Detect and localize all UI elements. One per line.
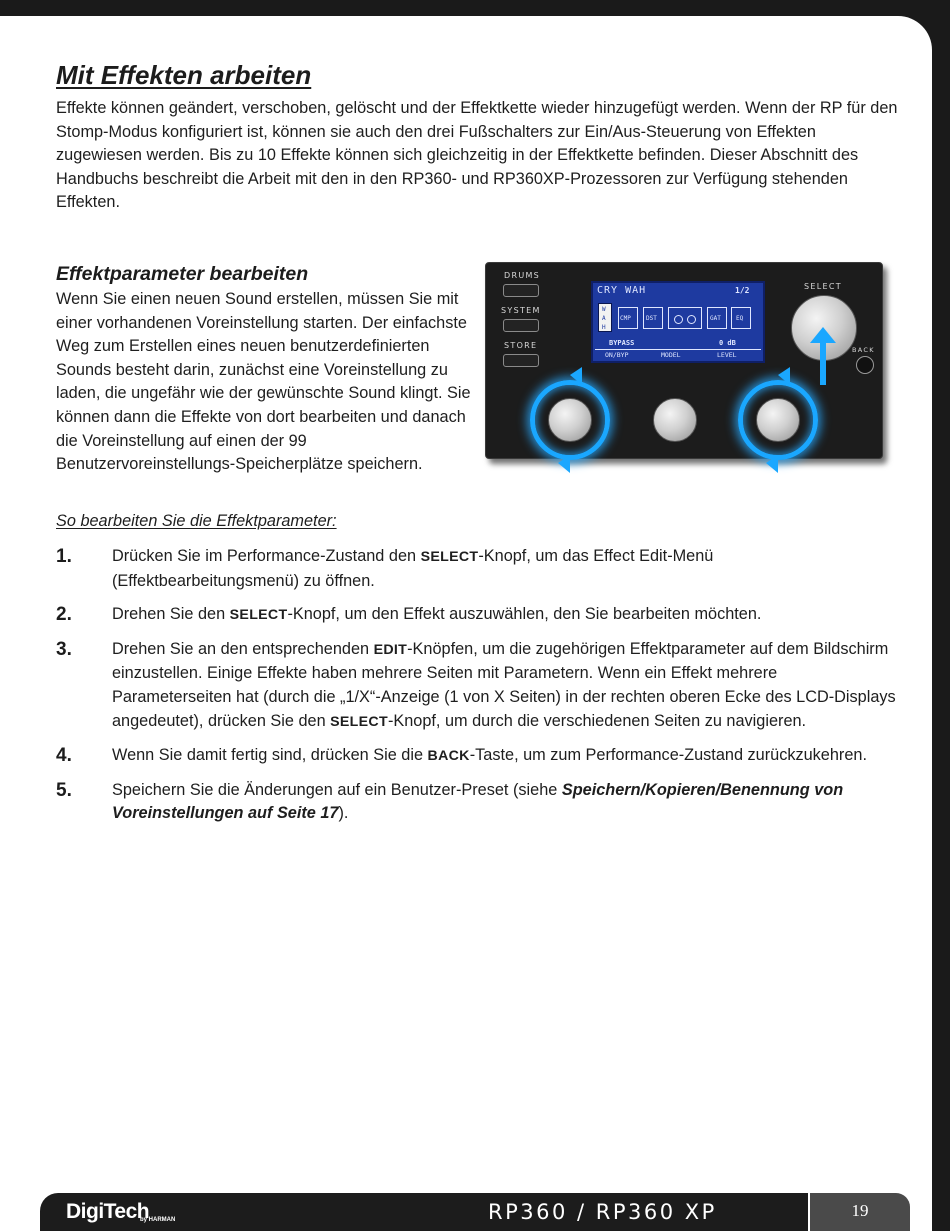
section-paragraph: Wenn Sie einen neuen Sound erstellen, müssen Sie mit einer vorhandenen Voreinstellung starten. Der einfachste Weg zum Erstellen eines neuen benutzerdefinierten Sounds besteht darin, zunächst eine Voreinstellung zu laden, die ungefähr wie der gewünschte Sound klingt. Sie können dann die Effekte von dort bearbeiten und danach die Voreinstellung auf einen der 99 Benutzervoreinstellungs-Speicherplätze speichern.: [56, 290, 471, 474]
list-item: 4. Wenn Sie damit fertig sind, drücken Sie die BACK-Taste, um zum Performance-Zustand zurückzukehren.: [56, 745, 867, 767]
page-number: 19: [810, 1193, 910, 1231]
lcd-status: BYPASS: [609, 339, 635, 347]
up-arrow-icon: [810, 327, 836, 343]
drums-label: DRUMS: [504, 271, 541, 280]
arrow-head-icon: [558, 455, 570, 473]
lcd-value: 0 dB: [719, 339, 736, 347]
lcd-cmp-block: CMP: [618, 307, 638, 329]
list-item: 2. Drehen Sie den SELECT-Knopf, um den Effekt auszuwählen, den Sie bearbeiten möchten.: [56, 604, 762, 626]
rotation-arrows: [486, 263, 884, 483]
page-footer: [40, 1193, 910, 1231]
system-label: SYSTEM: [501, 306, 541, 315]
lcd-page-indicator: 1/2: [735, 286, 750, 295]
brand-logo: DigiTech: [66, 1200, 150, 1223]
howto-heading: So bearbeiten Sie die Effektparameter:: [56, 512, 337, 530]
select-label: SELECT: [804, 282, 842, 291]
lcd-dst-block: DST: [643, 307, 663, 329]
list-item: 5. Speichern Sie die Änderungen auf ein Benutzer-Preset (siehe Speichern/Kopieren/Benennung von Voreinstellungen auf Seite 17).: [56, 779, 844, 823]
lcd-preset-name: CRY WAH: [597, 285, 647, 296]
store-label: STORE: [504, 341, 538, 350]
page-title: Mit Effekten arbeiten: [56, 60, 312, 90]
list-item: 1. Drücken Sie im Performance-Zustand den SELECT-Knopf, um das Effect Edit-Menü (Effektbearbeitungsmenü) zu öffnen.: [56, 546, 714, 590]
model-name: RP360 / RP360 XP: [488, 1200, 717, 1224]
back-label: BACK: [852, 346, 875, 354]
arrow-head-icon: [778, 367, 790, 385]
rp360-control-panel: [485, 262, 883, 459]
arrow-head-icon: [766, 455, 778, 473]
section-title: Effektparameter bearbeiten: [56, 263, 309, 285]
arrow-head-icon: [570, 367, 582, 385]
lcd-wah-block: W A H: [598, 303, 612, 332]
intro-paragraph: Effekte können geändert, verschoben, gelöscht und der Effektkette wieder hinzugefügt werden. Wenn der RP für den Stomp-Modus konfiguriert ist, können sie auch den drei Fußschalters zur Ein/Aus-Steuerung von Effekten zugewiesen werden. Bis zu 10 Effekte können sich gleichzeitig in der Effektkette befinden. Dieser Abschnitt des Handbuchs beschreibt die Arbeit mit den in den RP360- und RP360XP-Prozessoren zur Verfügung stehenden Effekten.: [56, 99, 898, 212]
lcd-soft-keys: ON/BYP MODEL LEVEL: [595, 349, 761, 359]
arrow-shaft: [820, 339, 826, 385]
cross-reference: Speichern/Kopieren/Benennung von Voreinstellungen auf Seite 17: [112, 780, 844, 823]
brand-sub: by HARMAN: [140, 1217, 176, 1223]
lcd-eq-block: EQ: [731, 307, 751, 329]
lcd-gat-block: GAT: [707, 307, 727, 329]
list-item: 3. Drehen Sie an den entsprechenden EDIT-Knöpfen, um die zugehörigen Effektparameter auf dem Bildschirm einzustellen. Einige Effekte haben mehrere Seiten mit Parametern. Wenn ein Effekt mehrere Parameterseiten hat (durch die „1/X“-Anzeige (1 von X Seiten) in der rechten oberen Ecke des LCD-Displays angedeutet), drücken Sie den SELECT-Knopf, um durch die verschiedenen Seiten zu navigieren.: [56, 638, 896, 730]
step-list: [56, 545, 896, 836]
